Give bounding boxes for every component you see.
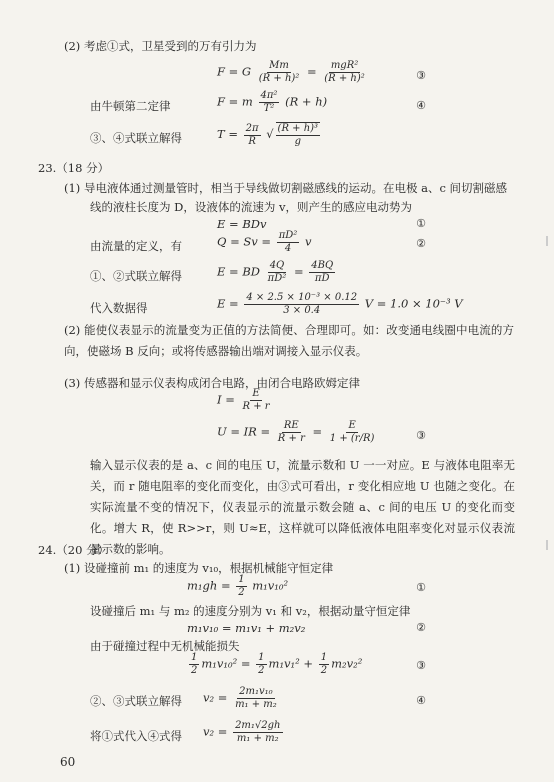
combine-label: ③、④式联立解得 <box>90 131 182 145</box>
part2-intro: (2) 考虑①式，卫星受到的万有引力为 <box>64 39 257 53</box>
substitute14-label: 将①式代入④式得 <box>90 729 182 743</box>
combine23-label: ②、③式联立解得 <box>90 694 182 708</box>
q23-part2-text: (2) 能使仪表显示的流量变为正值的方法简便、合理即可。如：改变通电线圈中电流的方向，使磁场 B 反向；或将传感器输出端对调接入显示仪表。 <box>64 323 514 358</box>
equation-kinetic: $\frac{1}{2}$ m₁v₁₀² = $\frac{1}{2}$ m₁v₁² + $\frac{1}{2}$ m₂v₂² <box>191 652 363 676</box>
combine12-label: ①、②式联立解得 <box>90 269 182 283</box>
equation-mark: ③ <box>416 429 426 442</box>
question-23-header: 23.（18 分） <box>38 161 110 175</box>
equation-voltage: U = IR = $\frac{RE}{R + r}$ = $\frac{E}{1 + (r/R)}$ <box>217 420 375 444</box>
newton-label: 由牛顿第二定律 <box>90 99 171 113</box>
equation-gravity: F = G $\frac{Mm}{\text{(R + h)²}}$ = $\frac{\text{mgR²}}{\text{(R + h)²}}$ <box>217 60 365 84</box>
equation-momentum: m₁v₁₀ = m₁v₁ + m₂v₂ <box>187 621 306 635</box>
q23-part3-intro: (3) 传感器和显示仪表构成闭合电路，由闭合电路欧姆定律 <box>64 376 360 390</box>
equation-mark: ① <box>416 581 426 594</box>
q23-part1-line1: (1) 导电液体通过测量管时，相当于导线做切割磁感线的运动。在电极 a、c 间切割磁感 <box>64 181 508 195</box>
equation-emf: E = BDv <box>217 217 267 231</box>
momentum-label: 设碰撞后 m₁ 与 m₂ 的速度分别为 v₁ 和 v₂，根据动量守恒定律 <box>90 604 411 618</box>
equation-flow: Q = Sv = $\frac{\text{πD²}}{4}$ v <box>217 230 312 254</box>
equation-mark: ③ <box>416 659 426 672</box>
flow-label: 由流量的定义，有 <box>90 239 182 253</box>
equation-energy: m₁gh = $\frac{1}{2}$ m₁v₁₀² <box>187 574 289 598</box>
scan-edge-mark <box>546 540 548 550</box>
q23-part1-line2: 线的液柱长度为 D，设液体的流速为 v，则产生的感应电动势为 <box>90 200 413 214</box>
q23-part3-text: 输入显示仪表的是 a、c 间的电压 U，流量示数和 U 一一对应。E 与液体电阻率无关，而 r 随电阻率的变化而变化，由③式可看出，r 变化相应地 U 也随之变化。在实际流量不变的情况下，仪表显示的流量示数会随 a、c 间的电压 U 的变化而变化。增大 R，使 R>>r，则 U≈E，这样就可以降低液体电阻率变化对显示仪表流量示数的影响。 <box>90 458 515 556</box>
equation-mark: ① <box>416 217 426 230</box>
equation-mark: ③ <box>416 69 426 82</box>
equation-current: I = $\frac{E}{R + r}$ <box>217 388 270 412</box>
question-24-header: 24.（20 分） <box>38 543 110 557</box>
equation-mark: ② <box>416 237 426 250</box>
equation-final-velocity: v₂ = $\frac{\text{2m₁√2gh}}{\text{m₁ + m₂}}$ <box>203 720 281 744</box>
equation-velocity: v₂ = $\frac{\text{2m₁v₁₀}}{\text{m₁ + m₂}}$ <box>203 686 277 710</box>
energy-label: 由于碰撞过程中无机械能损失 <box>90 639 240 653</box>
scan-edge-mark <box>546 236 548 246</box>
page-number: 60 <box>60 755 76 769</box>
equation-mark: ④ <box>416 694 426 707</box>
equation-emf-result: E = BD $\frac{4Q}{\text{πD²}}$ = $\frac{4BQ}{\pi D}$ <box>217 260 334 284</box>
substitute-label: 代入数据得 <box>90 301 148 315</box>
equation-newton: F = m $\frac{\text{4π²}}{\text{T²}}$ (R + h) <box>217 90 328 114</box>
equation-period: T = $\frac{2\pi}{R}$ √ $\frac{\text{(R + h)³}}{g}$ <box>217 122 319 147</box>
q24-part1-intro: (1) 设碰撞前 m₁ 的速度为 v₁₀，根据机械能守恒定律 <box>64 561 334 575</box>
equation-numeric: E = $\frac{\text{4 × 2.5 × 10⁻³ × 0.12}}{3 \times 0.4}$ V = 1.0 × 10⁻³ V <box>217 292 463 316</box>
equation-mark: ② <box>416 621 426 634</box>
equation-mark: ④ <box>416 99 426 112</box>
